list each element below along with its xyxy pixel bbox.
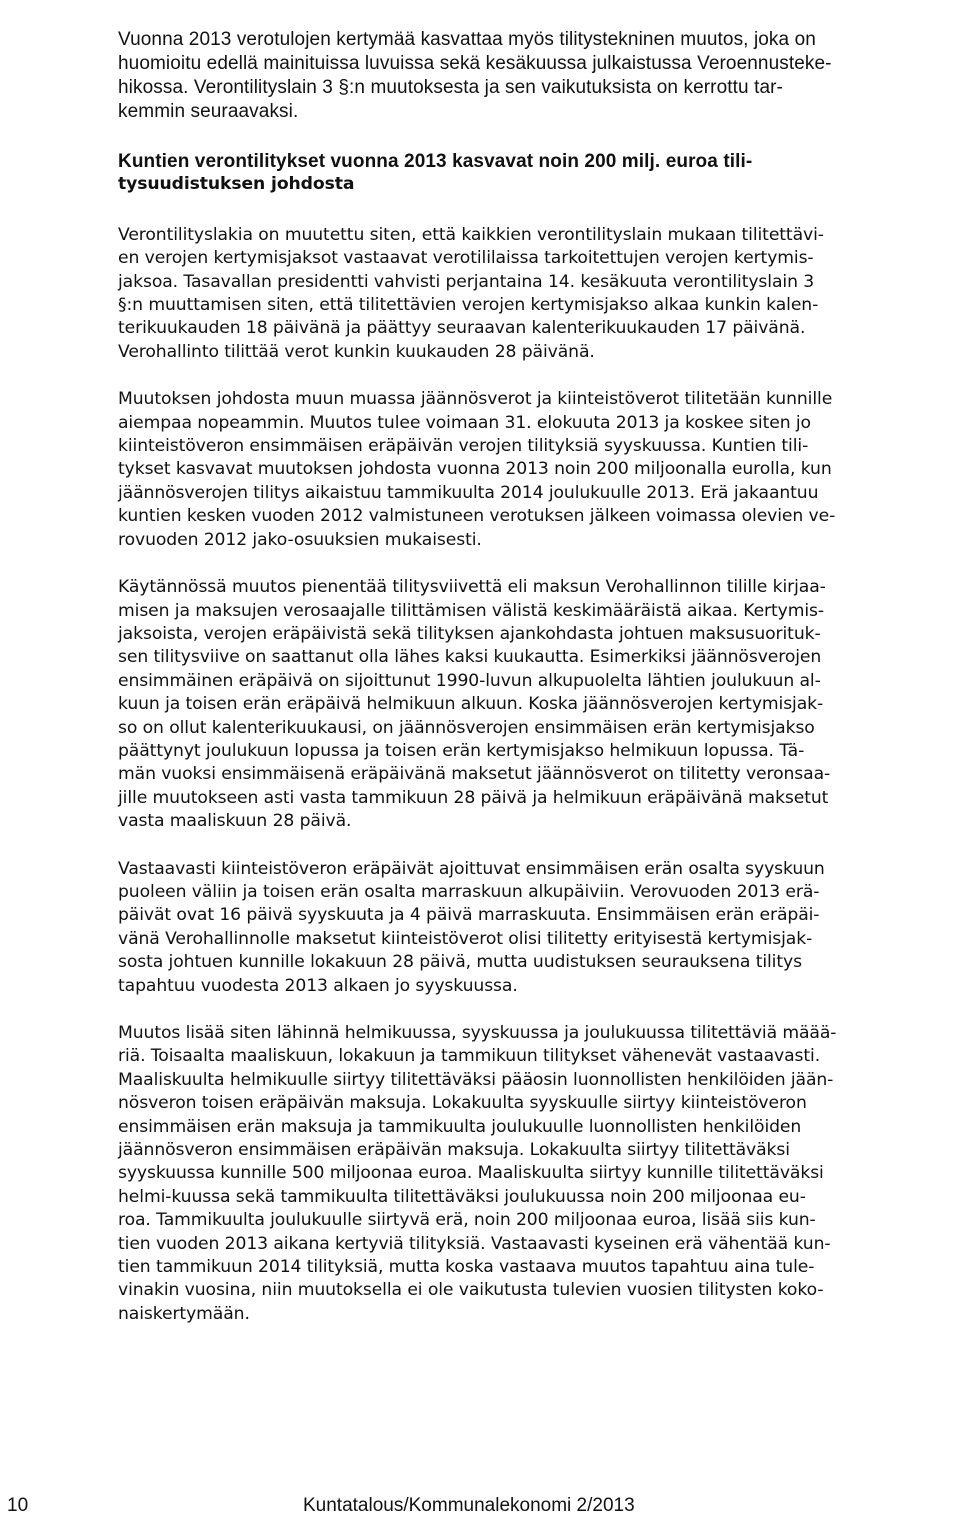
- text-line: naiskertymään.: [118, 1303, 250, 1324]
- text-line: puoleen väliin ja toisen erän osalta marraskuun alkupäiviin. Verovuoden 2013 erä-: [118, 881, 820, 902]
- text-line: syyskuussa kunnille 500 miljoonaa euroa. Maaliskuulta siirtyy kunnille tilitettäväksi: [118, 1163, 824, 1184]
- text-line: aiempaa nopeammin. Muutos tulee voimaan 31. elokuuta 2013 ja koskee siten jo: [118, 412, 811, 433]
- text-line: Muutos lisää siten lähinnä helmikuussa, syyskuussa ja joulukuussa tilitettäviä määä-: [118, 1023, 837, 1043]
- text-line: jille muutokseen asti vasta tammikuun 28 päivä ja helmikuun eräpäivänä maksetut: [118, 787, 829, 808]
- section-heading: [118, 150, 950, 197]
- paragraph-property-tax: [118, 858, 950, 998]
- paragraph-monthly-shifts: [118, 1022, 950, 1326]
- text-line: ensimmäisen erän maksuja ja tammikuulta joulukuulle luonnollisten henkilöiden: [118, 1116, 802, 1137]
- page-number: 10: [7, 1495, 29, 1516]
- publication-title: Kuntatalous/Kommunalekonomi 2/2013: [303, 1495, 635, 1516]
- text-line: rovuoden 2012 jako-osuuksien mukaisesti.: [118, 529, 482, 550]
- text-line: vasta maaliskuun 28 päivä.: [118, 811, 352, 832]
- document-page: [118, 28, 950, 1326]
- text-line: sen tilitysviive on saattanut olla lähes kaksi kuukautta. Esimerkiksi jäännösverojen: [118, 647, 822, 668]
- text-line: Vuonna 2013 verotulojen kertymää kasvattaa myös tilitystekninen muutos, joka on: [118, 29, 816, 50]
- text-line: ensimmäinen eräpäivä on sijoittunut 1990-luvun alkupuolelta lähtien joulukuun al-: [118, 670, 821, 691]
- text-line: Verontilityslakia on muutettu siten, että kaikkien verontilityslain mukaan tilitettävi-: [118, 224, 824, 245]
- text-line: kemmin seuraavaksi.: [118, 101, 299, 122]
- text-line: tien vuoden 2013 aikana kertyviä tilityksiä. Vastaavasti kyseinen erä vähentää kun-: [118, 1233, 831, 1254]
- paragraph-effects: [118, 388, 950, 552]
- text-line: kuun ja toisen erän eräpäivä helmikuun alkuun. Koska jäännösverojen kertymisjak-: [118, 694, 824, 715]
- text-line: kuntien kesken vuoden 2012 valmistuneen verotuksen jälkeen voimassa olevien ve-: [118, 506, 836, 527]
- text-line: Maaliskuulta helmikuulle siirtyy tilitettäväksi pääosin luonnollisten henkilöiden jään-: [118, 1069, 834, 1090]
- text-line: sosta johtuen kunnille lokakuun 28 päivä, mutta uudistuksen seurauksena tilitys: [118, 952, 802, 973]
- text-line: roa. Tammikuulta joulukuulle siirtyvä erä, noin 200 miljoonaa euroa, lisää siis kun-: [118, 1210, 816, 1231]
- text-line: tien tammikuun 2014 tilityksiä, mutta koska vastaava muutos tapahtuu aina tule-: [118, 1257, 815, 1278]
- text-line: Verohallinto tilittää verot kunkin kuukauden 28 päivänä.: [118, 341, 595, 362]
- text-line: riä. Toisaalta maaliskuun, lokakuun ja tammikuun tilitykset vähenevät vastaavasti.: [118, 1046, 821, 1067]
- text-line: jäännösveron ensimmäisen eräpäivän maksuja. Lokakuulta siirtyy tilitettäväksi: [118, 1140, 790, 1161]
- text-line: kiinteistöveron ensimmäisen eräpäivän verojen tilityksiä syyskuussa. Kuntien tili-: [118, 436, 809, 457]
- text-line: jäännösverojen tilitys aikaistuu tammikuulta 2014 joulukuulle 2013. Erä jakaantuu: [118, 482, 819, 503]
- text-line: päivät ovat 16 päivä syyskuuta ja 4 päivä marraskuuta. Ensimmäisen erän eräpäi-: [118, 905, 820, 926]
- text-line: §:n muuttamisen siten, että tilitettävien verojen kertymisjakso alkaa kunkin kalen-: [118, 295, 819, 316]
- text-line: so on ollut kalenterikuukausi, on jäännösverojen ensimmäisen erän kertymisjakso: [118, 717, 815, 738]
- text-line: terikuukauden 18 päivänä ja päättyy seuraavan kalenterikuukauden 17 päivänä.: [118, 318, 806, 339]
- heading-line: Kuntien verontilitykset vuonna 2013 kasvavat noin 200 milj. euroa tili-: [118, 151, 753, 172]
- text-line: Käytännössä muutos pienentää tilitysviivettä eli maksun Verohallinnon tilille kirjaa-: [118, 577, 826, 598]
- text-line: päättynyt joulukuun lopussa ja toisen erän kertymisjakso helmikuun lopussa. Tä-: [118, 740, 805, 761]
- text-line: jaksoista, verojen eräpäivistä sekä tilityksen ajankohdasta johtuen maksusuorituk-: [118, 623, 821, 644]
- text-line: misen ja maksujen verosaajalle tilittämisen välistä keskimääräistä aikaa. Kertymis-: [118, 600, 825, 621]
- text-line: helmi-kuussa sekä tammikuulta tilitettäväksi joulukuussa noin 200 miljoonaa eu-: [118, 1186, 806, 1207]
- text-line: jaksoa. Tasavallan presidentti vahvisti perjantaina 14. kesäkuuta verontilityslain 3: [118, 271, 815, 292]
- paragraph-law-change: [118, 224, 950, 364]
- text-line: tapahtuu vuodesta 2013 alkaen jo syyskuussa.: [118, 975, 518, 996]
- text-line: huomioitu edellä mainituissa luvuissa sekä kesäkuussa julkaistussa Veroennusteke-: [118, 53, 832, 74]
- paragraph-practice: [118, 576, 950, 833]
- text-line: vinakin vuosina, niin muutoksella ei ole vaikutusta tulevien vuosien tilitysten koko-: [118, 1280, 824, 1301]
- text-line: Muutoksen johdosta muun muassa jäännösverot ja kiinteistöverot tilitetään kunnille: [118, 389, 833, 410]
- heading-line: tysuudistuksen johdosta: [118, 174, 355, 195]
- text-line: vänä Verohallinnolle maksetut kiinteistöverot olisi tilitetty erityisestä kertymisjak-: [118, 928, 813, 949]
- text-line: en verojen kertymisjaksot vastaavat verotililaissa tarkoitettujen verojen kertymis-: [118, 248, 814, 269]
- text-line: Vastaavasti kiinteistöveron eräpäivät ajoittuvat ensimmäisen erän osalta syyskuun: [118, 858, 825, 879]
- text-line: tykset kasvavat muutoksen johdosta vuonna 2013 noin 200 miljoonalla eurolla, kun: [118, 459, 832, 480]
- text-line: hikossa. Verontilityslain 3 §:n muutoksesta ja sen vaikutuksista on kerrottu tar-: [118, 77, 783, 98]
- page-footer: [0, 1495, 960, 1519]
- text-line: män vuoksi ensimmäisenä eräpäivänä maksetut jäännösverot on tilitetty veronsaa-: [118, 764, 831, 785]
- intro-paragraph: [118, 28, 950, 124]
- text-line: nösveron toisen eräpäivän maksuja. Lokakuulta syyskuulle siirtyy kiinteistöveron: [118, 1093, 807, 1114]
